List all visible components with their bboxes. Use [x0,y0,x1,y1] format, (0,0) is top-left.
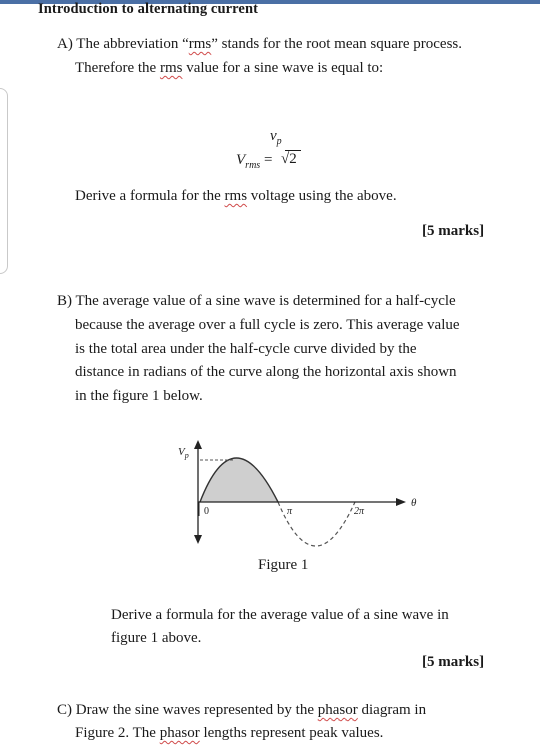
y-axis-label: $V_p$ [178,446,189,460]
origin-label: 0 [204,506,209,517]
two-pi-label: 2π [354,506,365,517]
spellcheck-word[interactable]: rms [159,60,183,76]
part-b-line-3: is the total area under the half-cycle curve divided by the [75,341,417,357]
part-a-line-1: A) The abbreviation “rms” stands for the root mean square process. [57,36,463,52]
spellcheck-word[interactable]: phasor [317,702,358,718]
part-c-line-2: Figure 2. The phasor lengths represent peak values. [75,725,384,741]
shaded-half-cycle-area [200,458,278,502]
part-b-line-2: because the average over a full cycle is zero. This average value [75,317,460,333]
theta-label: θ [411,497,417,509]
section-heading: Introduction to alternating current [38,1,259,17]
part-b-line-5: in the figure 1 below. [75,388,203,404]
spellcheck-word[interactable]: rms [224,188,248,204]
part-b-derive-line-1: Derive a formula for the average value of a sine wave in [111,607,449,623]
part-a-derive: Derive a formula for the rms voltage using the above. [75,188,397,204]
side-panel-tab[interactable] [0,88,8,274]
pi-label: π [287,506,293,517]
part-b-derive-line-2: figure 1 above. [111,630,202,646]
vertical-axis-arrow-up [194,440,202,449]
part-a-marks: [5 marks] [422,223,485,239]
sqrt-denominator: √2 [281,151,297,167]
spellcheck-word[interactable]: phasor [159,725,200,741]
horizontal-axis-arrow [396,498,406,506]
part-c-line-1: C) Draw the sine waves represented by the phasor diagram in [57,702,427,718]
part-b-line-1: B) The average value of a sine wave is determined for a half-cycle [57,293,456,309]
part-a-line-2: Therefore the rms value for a sine wave is equal to: [75,60,384,76]
part-b-marks: [5 marks] [422,654,485,670]
figure-1-caption: Figure 1 [258,557,309,573]
spellcheck-word[interactable]: rms [188,36,212,52]
vertical-axis-arrow-down [194,535,202,544]
figure-1-sine-wave [170,436,420,556]
fraction-bar [285,150,301,151]
part-b-line-4: distance in radians of the curve along the horizontal axis shown [75,364,457,380]
